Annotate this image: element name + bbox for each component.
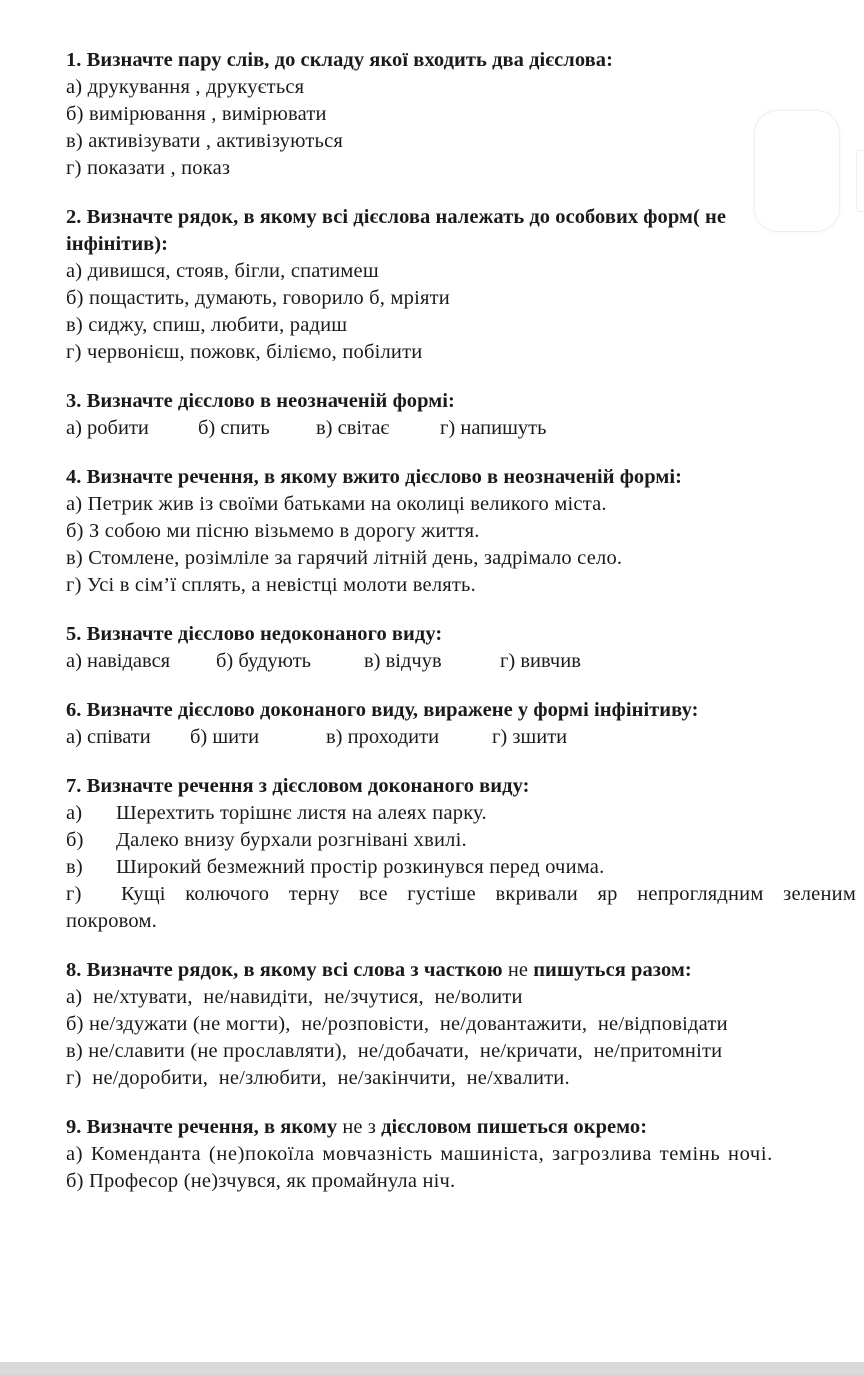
overlay-shape <box>754 110 840 232</box>
answer-option: в) відчув <box>364 650 442 672</box>
test-content <box>66 47 856 1217</box>
question-title-continued: інфінітив): <box>66 233 169 255</box>
answer-option: г) показати , показ <box>66 157 231 179</box>
option-label: б) <box>66 829 84 851</box>
answer-option: г) червонієш, пожовк, біліємо, побілити <box>66 341 423 363</box>
question-3 <box>66 388 856 442</box>
answer-option: а) робити <box>66 417 149 439</box>
answer-option: в) Стомлене, розімліле за гарячий літній день, задрімало село. <box>66 547 623 569</box>
option-text: Далеко внизу бурхали розгнівані хвилі. <box>116 829 467 851</box>
question-title-part: пишуться разом: <box>533 959 692 981</box>
option-label: а) <box>66 802 83 824</box>
answer-options-row <box>66 648 856 675</box>
answer-option <box>66 854 856 881</box>
answer-option: б) вимірювання , вимірювати <box>66 103 327 125</box>
overlay-edge <box>856 150 864 212</box>
question-title-part: 9. Визначте речення, в якому <box>66 1116 338 1138</box>
question-title: 3. Визначте дієслово в неозначеній формі: <box>66 390 455 412</box>
answer-option: в) сиджу, спиш, любити, радиш <box>66 314 348 336</box>
option-label: г) <box>66 883 82 905</box>
answer-option: г) не/доробити, не/злюбити, не/закінчити, не/хвалити. <box>66 1067 570 1089</box>
answer-option: г) вивчив <box>500 650 581 672</box>
option-text: Широкий безмежний простір розкинувся перед очима. <box>116 856 605 878</box>
answer-option: а) Коменданта (не)покоїла мовчазність машиніста, загрозлива темінь ночі. <box>66 1143 773 1165</box>
answer-option: б) шити <box>190 726 260 748</box>
question-4 <box>66 464 856 599</box>
answer-option: в) не/славити (не прославляти), не/добачати, не/кричати, не/притомніти <box>66 1040 723 1062</box>
question-1 <box>66 47 856 182</box>
question-5 <box>66 621 856 675</box>
question-title: 4. Визначте речення, в якому вжито дієслово в неозначеній формі: <box>66 466 683 488</box>
question-title-particle: не <box>502 959 534 981</box>
answer-options-row <box>66 415 856 442</box>
answer-option <box>66 800 856 827</box>
option-text: Шерехтить торішнє листя на алеях парку. <box>116 802 487 824</box>
answer-options-row <box>66 724 856 751</box>
question-6 <box>66 697 856 751</box>
question-title-part: дієсловом пишеться окремо: <box>381 1116 648 1138</box>
option-text: Кущі колючого терну все густіше вкривали яр непроглядним зеленим покровом. <box>66 883 856 932</box>
answer-option: в) активізувати , активізуються <box>66 130 344 152</box>
answer-option: а) Петрик жив із своїми батьками на околиці великого міста. <box>66 493 607 515</box>
answer-option: б) З собою ми пісню візьмемо в дорогу життя. <box>66 520 480 542</box>
answer-option <box>66 881 856 935</box>
answer-option: г) напишуть <box>440 417 547 439</box>
question-7 <box>66 773 856 935</box>
answer-option: а) друкування , друкується <box>66 76 305 98</box>
answer-option <box>66 827 856 854</box>
question-title <box>66 1114 856 1141</box>
answer-option: г) зшити <box>492 726 568 748</box>
answer-option: а) не/хтувати, не/навидіти, не/зчутися, не/волити <box>66 986 523 1008</box>
answer-option: а) дивишся, стояв, бігли, спатимеш <box>66 260 379 282</box>
question-title-part: 8. Визначте рядок, в якому всі слова з часткою <box>66 959 503 981</box>
answer-option: г) Усі в сім’ї сплять, а невістці молоти велять. <box>66 574 476 596</box>
question-title: 5. Визначте дієслово недоконаного виду: <box>66 623 443 645</box>
answer-option: б) пощастить, думають, говорило б, мріяти <box>66 287 450 309</box>
answer-option: в) проходити <box>326 726 440 748</box>
question-2 <box>66 204 856 366</box>
answer-option: в) світає <box>316 417 390 439</box>
question-title: 6. Визначте дієслово доконаного виду, виражене у формі інфінітиву: <box>66 699 699 721</box>
answer-option: а) співати <box>66 726 151 748</box>
question-8 <box>66 957 856 1092</box>
answer-option: а) навідався <box>66 650 171 672</box>
question-title: 2. Визначте рядок, в якому всі дієслова належать до особових форм( не <box>66 206 727 228</box>
question-title: 1. Визначте пару слів, до складу якої входить два дієслова: <box>66 49 613 71</box>
option-label: в) <box>66 856 83 878</box>
answer-option: б) будують <box>216 650 312 672</box>
question-title <box>66 957 856 984</box>
answer-option: б) не/здужати (не могти), не/розповісти, не/довантажити, не/відповідати <box>66 1013 728 1035</box>
page-bottom-edge <box>0 1362 864 1375</box>
answer-option: б) спить <box>198 417 270 439</box>
question-title-particle: не з <box>337 1116 382 1138</box>
question-title: 7. Визначте речення з дієсловом доконаного виду: <box>66 775 530 797</box>
question-9 <box>66 1114 856 1195</box>
answer-option: б) Професор (не)зчувся, як промайнула ніч. <box>66 1170 456 1192</box>
